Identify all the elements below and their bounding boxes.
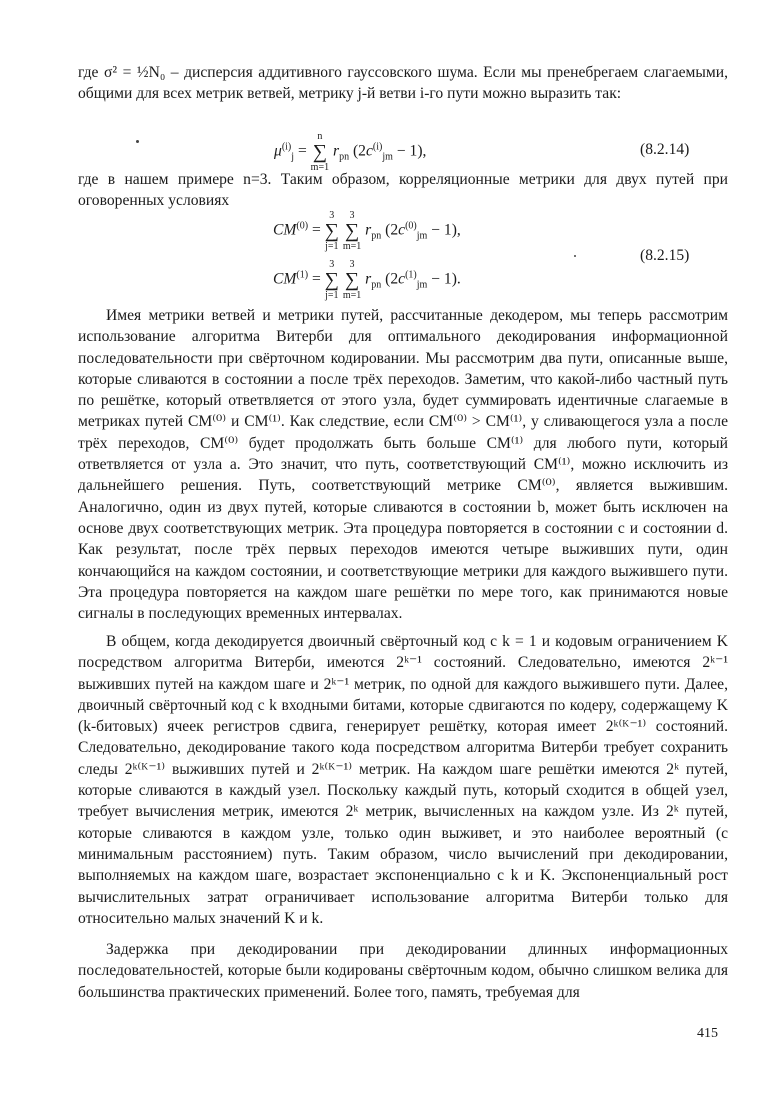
paragraph-general-case: В общем, когда декодируется двоичный свёрточный код с k = 1 и кодовым ограничением K посредством алгоритма Витерби, имеются 2ᵏ⁻¹ состояний. Следовательно, имеются 2ᵏ⁻¹ выживших путей на каждом шаге и 2ᵏ⁻¹ метрик, по одной для каждого выжившего пути. Далее, двоичный свёрточный код с k входными битами, которые сдвигаются по кодеру, содержащему K (k-битовых) ячеек регистров сдвига, генерирует решётку, которая имеет 2ᵏ⁽ᴷ⁻¹⁾ состояний. Следовательно, декодирование такого кода посредством алгоритма Витерби требует сохранить следы 2ᵏ⁽ᴷ⁻¹⁾ выживших путей и 2ᵏ⁽ᴷ⁻¹⁾ метрик. На каждом шаге решётки имеются 2ᵏ путей, которые сливаются в каждый узел. Поскольку каждый путь, который сходится в общей узел, требует вычисления метрик, имеются 2ᵏ метрик, вычисленных на каждом узле. Из 2ᵏ путей, которые сливаются в каждом узле, только один выживет, и это наиболее вероятный (с минимальным расстоянием) путь. Таким образом, число вычислений при декодировании, выполняемых на каждом шаге, возрастает экспоненциально с k и K. Экспоненциальный рост вычислительных затрат ограничивает использование алгоритма Витерби только для относительно малых значений K и k. bbox=[78, 633, 728, 927]
paragraph-intro: где σ² = ½N₀ – дисперсия аддитивного гауссовского шума. Если мы пренебрегаем слагаемыми, общими для всех метрик ветвей, метрику j-й ветви i-го пути можно выразить так: bbox=[78, 64, 728, 103]
eq1-lhs-sup: (i) bbox=[281, 141, 292, 153]
paragraph-delay: Задержка при декодировании при декодировании длинных информационных последовательностей, которые были кодированы свёрточным кодом, обычно слишком велика для большинства практических применений. Более того, память, требуемая для bbox=[78, 941, 728, 1001]
equation-8-2-14: $\mu^{(i)}_j$ = n ∑ m=1 $r_{pn}$ $(2c^{(i)}_{jm} - 1)$, bbox=[274, 131, 427, 173]
eq2b-sum1-top: 3 bbox=[329, 259, 335, 270]
eq1-sum-top: n bbox=[317, 131, 323, 142]
eq1-sum: n ∑ m=1 bbox=[310, 131, 330, 173]
page-number: 415 bbox=[697, 1026, 718, 1041]
eq2a-r-sub: pn bbox=[371, 230, 382, 242]
eq1-c-sup: (i) bbox=[372, 141, 383, 153]
eq2a-sum2-top: 3 bbox=[349, 210, 355, 221]
eq2b-equals: = bbox=[311, 270, 321, 288]
eq2a-lhs: CM bbox=[273, 221, 297, 239]
eq2a-lhs-sup: (0) bbox=[296, 220, 309, 232]
eq2b-sum2-top: 3 bbox=[349, 259, 355, 270]
eq2b-c-sub: jm bbox=[416, 279, 428, 291]
eq1-c-sub: jm bbox=[382, 151, 393, 163]
eq1-tail: − 1), bbox=[396, 142, 427, 160]
eq1-c: c bbox=[365, 142, 373, 160]
scan-speck bbox=[136, 140, 139, 143]
eq2b-sum2-bottom: m=1 bbox=[342, 290, 362, 301]
paragraph-viterbi-paths: Имея метрики ветвей и метрики путей, рассчитанные декодером, мы теперь рассмотрим использование алгоритма Витерби для оптимального декодирования информационной последовательности при свёрточном кодировании. Мы рассмотрим два пути, описанные выше, которые сливаются в состоянии a после трёх переходов. Заметим, что какой-либо частный путь по решётке, который ответвляется от этого узла, будет суммировать идентичные слагаемые в метриках путей CM⁽⁰⁾ и CM⁽¹⁾. Как следствие, если CM⁽⁰⁾ > CM⁽¹⁾, у сливающегося узла a после трёх переходов, CM⁽⁰⁾ будет продолжать быть больше CM⁽¹⁾ для любого пути, который ответвляется от узла a. Это значит, что путь, соответствующий CM⁽¹⁾, можно исключить из дальнейшего решения. Путь, соответствующий метрике CM⁽⁰⁾, является выжившим. Аналогично, один из двух путей, которые сливаются в состоянии b, может быть исключен на основе двух соответствующих метрик. Эта процедура повторяется в состоянии c и состоянии d. Как результат, после трёх первых переходов имеются четыре выживших пути, один кончающийся на каждом состоянии, и соответствующие метрики для каждого выжившего пути. Эта процедура повторяется на каждом шаге решётки по мере того, как принимаются новые сигналы в последующих временных интервалах. bbox=[78, 307, 728, 623]
eq1-lhs-sub: j bbox=[291, 151, 295, 163]
eq2b-sum-j: 3 ∑ j=1 bbox=[324, 259, 339, 301]
equation-label-8-2-15: (8.2.15) bbox=[640, 247, 690, 264]
eq2b-tail: − 1). bbox=[431, 270, 461, 288]
equation-8-2-15-cm1: CM$^{(1)}$ = 3 ∑ j=1 3 ∑ m=1 $r_{pn}$ $(2c^{(1)}_{jm} - 1)$. bbox=[273, 259, 461, 301]
eq2b-c-sup: (1) bbox=[405, 269, 417, 281]
equation-label-8-2-14: (8.2.14) bbox=[640, 141, 690, 158]
eq2a-sum1-top: 3 bbox=[329, 210, 335, 221]
eq2b-lhs-sup: (1) bbox=[296, 269, 309, 281]
eq2b-r-sub: pn bbox=[371, 279, 382, 291]
scan-speck bbox=[574, 255, 576, 257]
eq1-sum-bottom: m=1 bbox=[310, 162, 330, 173]
eq2b-lhs: CM bbox=[273, 270, 297, 288]
eq2a-equals: = bbox=[311, 221, 321, 239]
eq2a-c-sub: jm bbox=[416, 230, 428, 242]
eq1-lhs: μ bbox=[274, 142, 282, 160]
eq2a-sum-m: 3 ∑ m=1 bbox=[342, 210, 362, 252]
eq2a-tail: − 1), bbox=[431, 221, 461, 239]
eq1-r: r bbox=[333, 142, 340, 160]
eq2a-c-sup: (0) bbox=[405, 220, 417, 232]
eq2a-sum1-bottom: j=1 bbox=[325, 241, 339, 252]
eq2a-sum-j: 3 ∑ j=1 bbox=[324, 210, 339, 252]
equation-8-2-15-cm0: CM$^{(0)}$ = 3 ∑ j=1 3 ∑ m=1 $r_{pn}$ $(2c^{(0)}_{jm} - 1)$, bbox=[273, 210, 461, 252]
eq2b-sum-m: 3 ∑ m=1 bbox=[342, 259, 362, 301]
eq1-r-sub: pn bbox=[339, 151, 350, 163]
paragraph-correlation: где в нашем примере n=3. Таким образом, корреляционные метрики для двух путей при оговоренных условиях bbox=[78, 171, 728, 210]
eq2a-sum2-bottom: m=1 bbox=[342, 241, 362, 252]
eq2b-sum1-bottom: j=1 bbox=[325, 290, 339, 301]
